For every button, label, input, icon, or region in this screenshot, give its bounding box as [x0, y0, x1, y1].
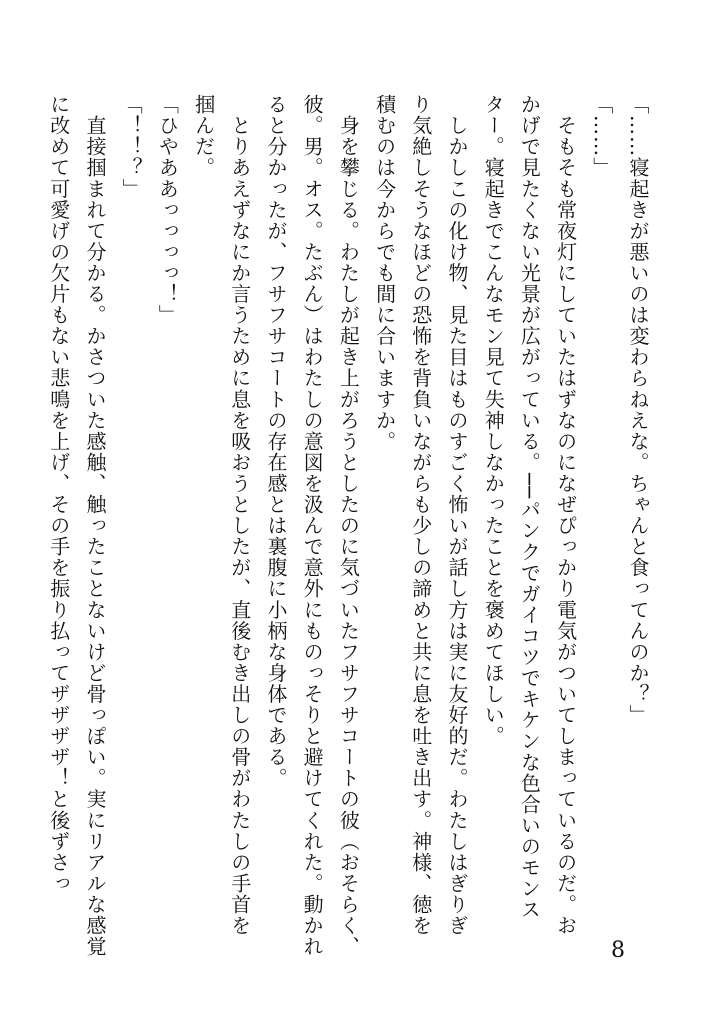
vertical-text-body [46, 94, 656, 958]
text-line: かげで見たくない光景が広がっている。──パンクでガイコツでキケンな色合いのモンス [517, 94, 542, 921]
text-line: 「ひやああっっっっ！」 [155, 94, 180, 326]
text-line: ると分かったが、フサフサコートの存在感とは裏腹に小柄な身体である。 [263, 94, 288, 789]
text-line: とりあえずなにか言うために息を吸おうとしたが、直後むき出しの骨がわたしの手首を [227, 94, 252, 936]
text-line: 身を攀じる。わたしが起き上がろうとしたのに気づいたフサフサコートの彼（おそらく、 [336, 94, 361, 958]
text-line: 「……寝起きが悪いのは変わらねえな。ちゃんと食ってんのか？」 [626, 94, 650, 726]
text-line: そもそも常夜灯にしていたはずなのになぜぴっかり電気がついてしまっているのだ。お [553, 94, 578, 936]
page-number: 8 [611, 938, 625, 963]
text-line: 直接掴まれて分かる。かさついた感触、触ったことないけど骨っぽい。実にリアルな感覚 [82, 94, 107, 958]
text-line: に改めて可愛げの欠片もない悲鳴を上げ、その手を振り払ってザザザザ！と後ずさっ [46, 94, 71, 894]
text-line: 彼。男。オス。たぶん）はわたしの意図を汲んで意外にものっそりと避けてくれた。動かれ [300, 94, 325, 958]
text-line: 掴んだ。 [191, 94, 216, 179]
text-line: り気絶しそうなほどの恐怖を背負いながらも少しの諦めと共に息を吐き出す。神様、徳を [408, 94, 433, 936]
text-line: 「……」 [589, 94, 614, 179]
text-line: ター。寝起きでこんなモン見て失神しなかったことを褒めてほしい。 [481, 94, 506, 747]
text-line: しかしこの化け物、見た目はものすごく怖いが話し方は実に友好的だ。わたしはぎりぎ [444, 94, 469, 936]
text-line: 「！！？」 [119, 94, 144, 200]
text-line: 積むのは今からでも間に合いますか。 [372, 94, 397, 452]
